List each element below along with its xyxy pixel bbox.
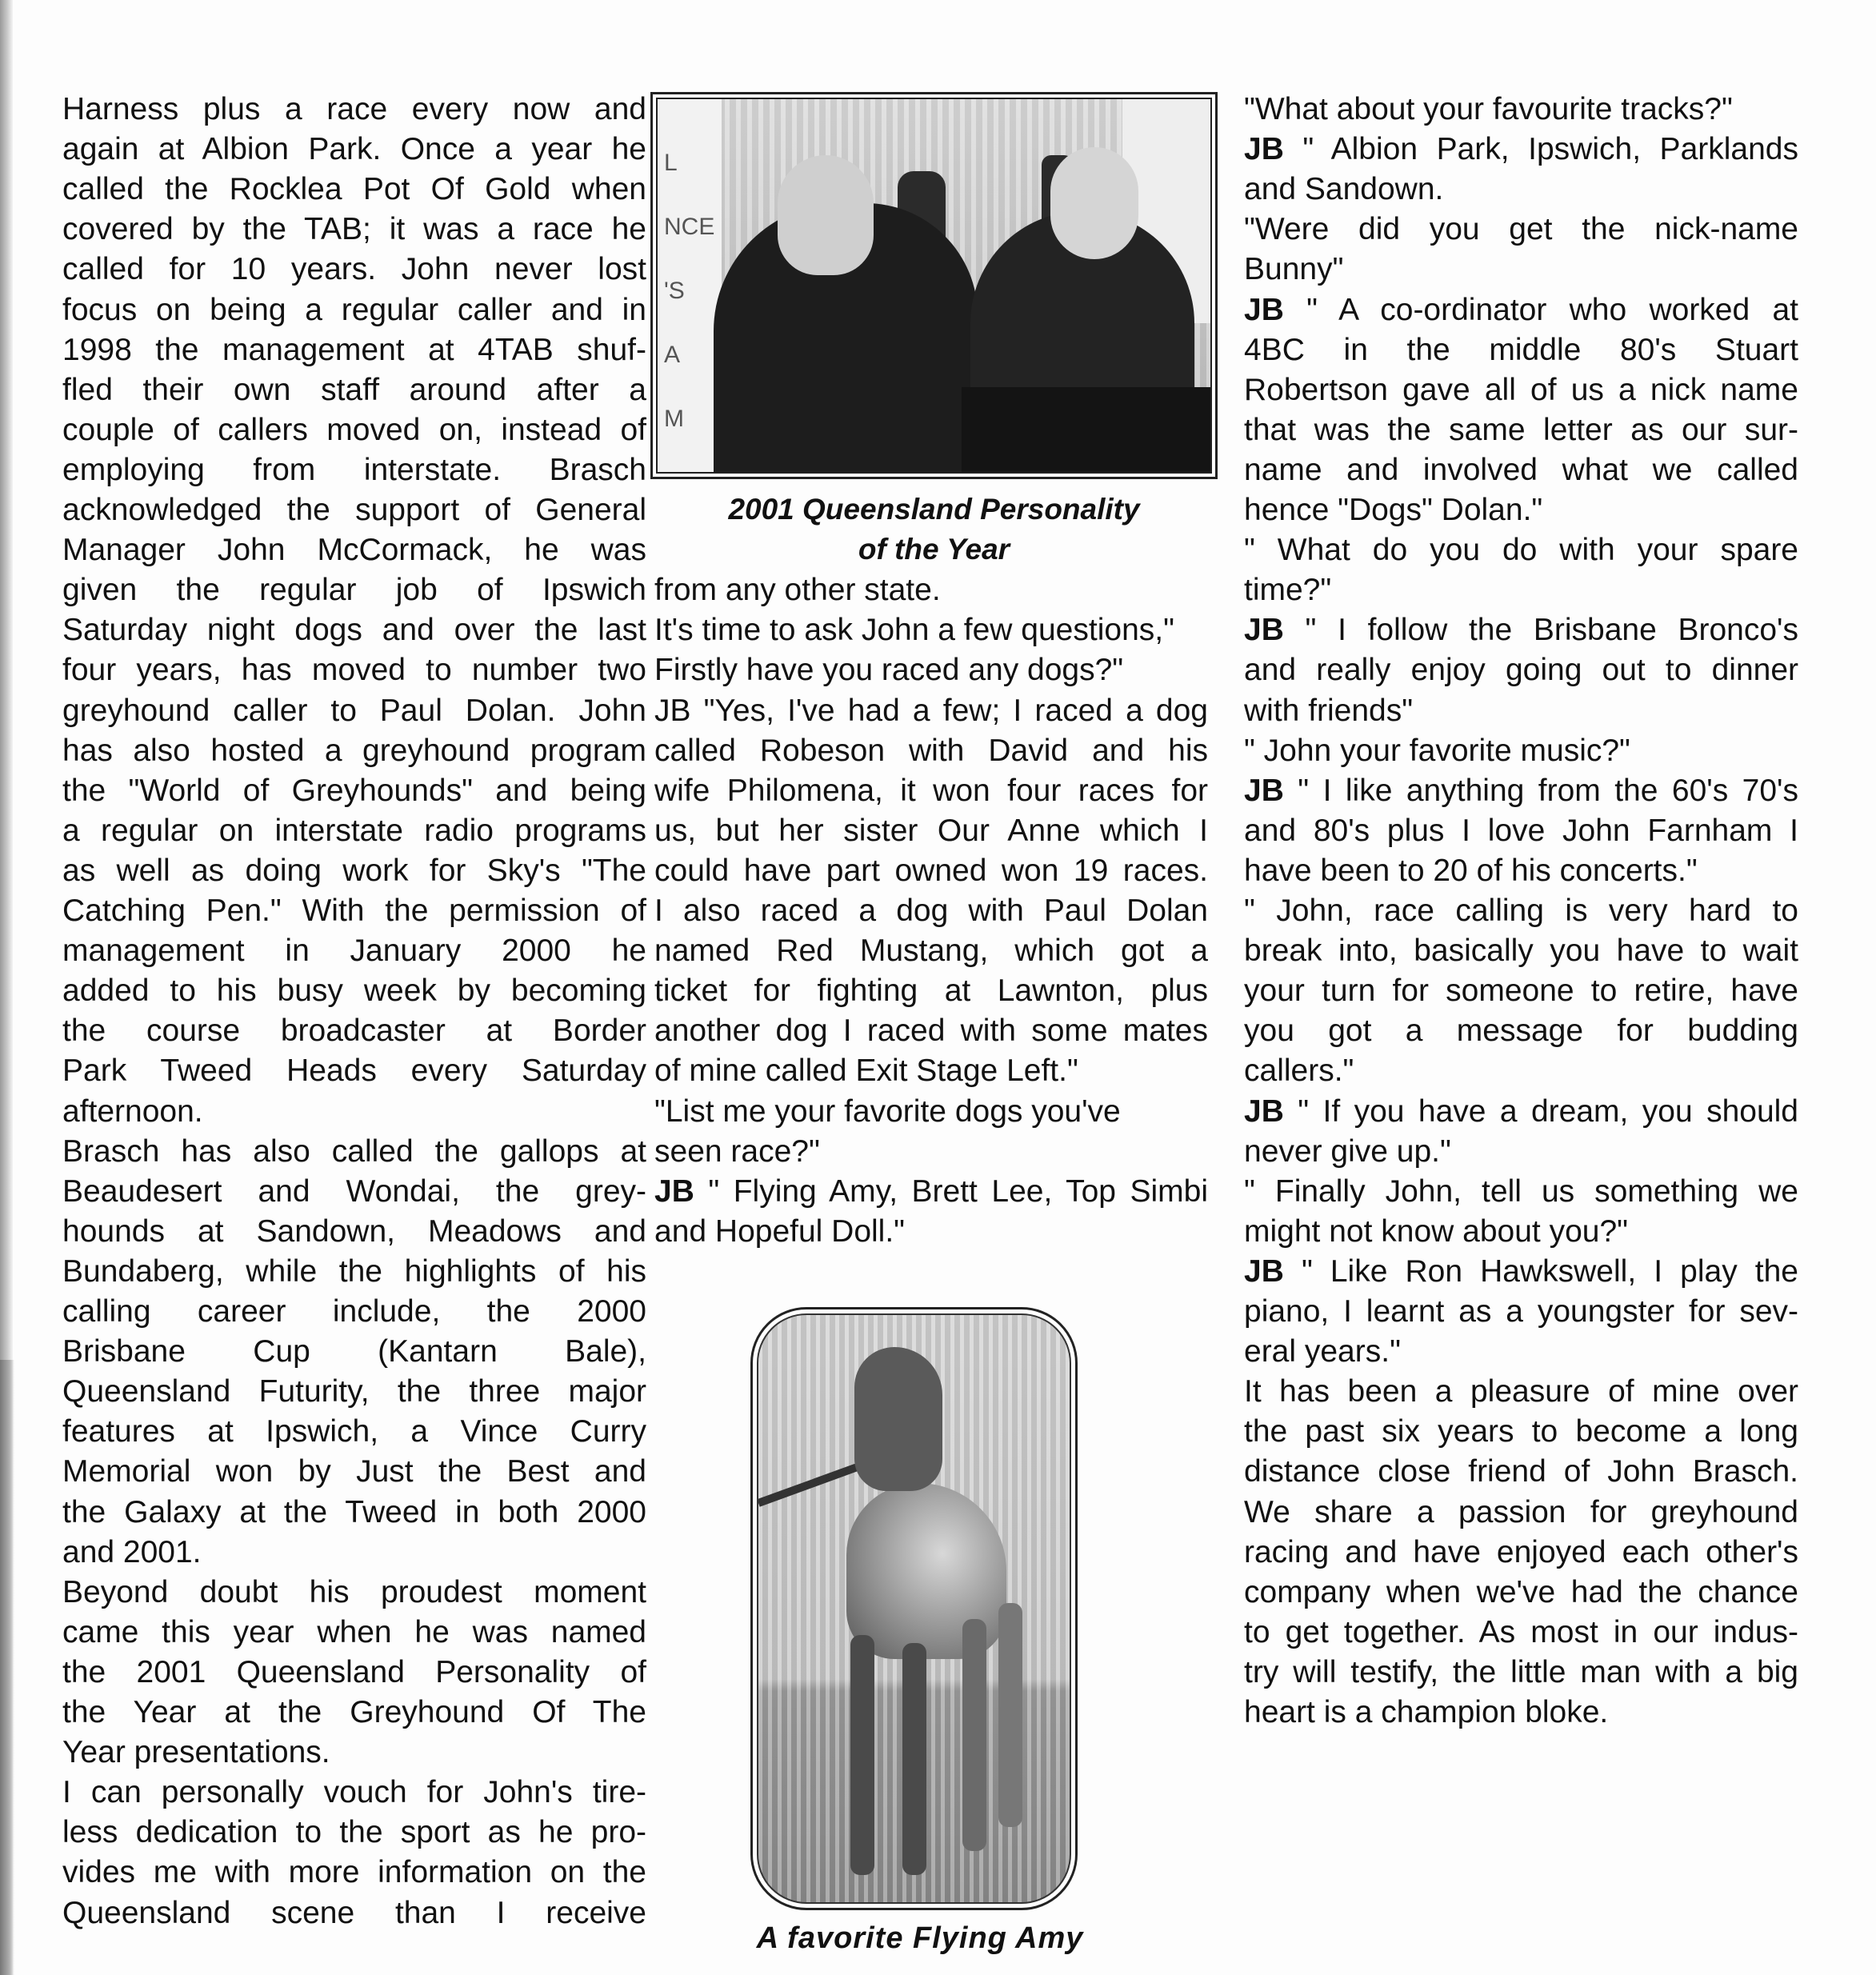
banner-letter: M	[664, 406, 684, 432]
speaker-text: " I follow the Brisbane Bronco's	[1283, 613, 1798, 648]
speaker-label: JB	[654, 1173, 694, 1209]
text-line: another dog I raced with some mates	[654, 1013, 1208, 1049]
text-line: Robertson gave all of us a nick name	[1244, 372, 1798, 407]
text-line: us, but her sister Our Anne which I	[654, 813, 1208, 848]
text-line: wife Philomena, it won four races for	[654, 773, 1208, 808]
caption-line: of the Year	[858, 533, 1010, 566]
dog-photo-image	[757, 1313, 1071, 1904]
text-line: less dedication to the sport as he pro-	[62, 1815, 646, 1850]
text-line: Bundaberg, while the highlights of his	[62, 1253, 646, 1289]
text-line: and 80's plus I love John Farnham I	[1244, 813, 1798, 848]
text-line: given the regular job of Ipswich	[62, 573, 646, 608]
speaker-label: JB	[1244, 292, 1284, 327]
text-line: Park Tweed Heads every Saturday	[62, 1053, 646, 1089]
text-line: JB "Yes, I've had a few; I raced a dog	[654, 693, 1208, 728]
text-line: It's time to ask John a few questions,"	[654, 613, 1174, 648]
text-line: named Red Mustang, which got a	[654, 934, 1208, 969]
text-line: Bunny"	[1244, 252, 1344, 287]
text-line: employing from interstate. Brasch	[62, 452, 646, 487]
text-line: I also raced a dog with Paul Dolan	[654, 894, 1208, 928]
speaker-text: " A co-ordinator who worked at	[1283, 292, 1798, 327]
text-line: has also hosted a greyhound program	[62, 733, 646, 768]
speaker-label: JB	[1244, 773, 1284, 808]
presentation-photo-caption	[650, 490, 1218, 570]
text-line: I can personally vouch for John's tire-	[62, 1775, 646, 1810]
text-line: again at Albion Park. Once a year he	[62, 132, 646, 167]
text-line: Brisbane Cup (Kantarn Bale),	[62, 1334, 646, 1369]
text-line: greyhound caller to Paul Dolan. John	[62, 693, 646, 728]
text-line: might not know about you?"	[1244, 1213, 1628, 1249]
text-line: and really enjoy going out to dinner	[1244, 653, 1798, 688]
banner-letter: A	[664, 342, 681, 368]
text-line: have been to 20 of his concerts."	[1244, 853, 1698, 888]
speaker-label: JB	[1244, 1253, 1284, 1289]
text-line: came this year when he was named	[62, 1614, 646, 1649]
text-line: heart is a champion bloke.	[1244, 1695, 1609, 1729]
text-line: a regular on interstate radio programs	[62, 813, 646, 848]
text-line: of mine called Exit Stage Left."	[654, 1053, 1078, 1089]
text-line: racing and have enjoyed each other's	[1244, 1534, 1798, 1569]
text-line: added to his busy week by becoming	[62, 974, 646, 1009]
text-line: the course broadcaster at Border	[62, 1013, 646, 1049]
text-line: Catching Pen." With the permission of	[62, 894, 646, 928]
text-line: Queensland scene than I receive	[62, 1895, 646, 1930]
text-line: try will testify, the little man with a big	[1244, 1654, 1798, 1689]
background-banner	[658, 99, 722, 472]
banner-letter: 'S	[664, 278, 685, 304]
text-line: and Sandown.	[1244, 172, 1444, 207]
text-line: afternoon.	[62, 1093, 203, 1129]
text-line	[654, 1172, 1208, 1212]
text-line: " What do you do with your spare	[1244, 533, 1798, 568]
text-line: It has been a pleasure of mine over	[1244, 1374, 1798, 1409]
text-line: fled their own staff around after a	[62, 372, 646, 407]
text-line: the Galaxy at the Tweed in both 2000	[62, 1494, 646, 1529]
text-line	[1244, 290, 1798, 330]
speaker-text: " Albion Park, Ipswich, Parklands	[1283, 132, 1798, 167]
text-line: calling career include, the 2000	[62, 1294, 646, 1329]
text-line: distance close friend of John Brasch.	[1244, 1454, 1798, 1489]
text-line: the past six years to become a long	[1244, 1414, 1798, 1449]
text-line	[1244, 1252, 1798, 1292]
greyhound-leg	[998, 1603, 1022, 1827]
dog-photo-caption: A favorite Flying Amy	[756, 1921, 1084, 1955]
page-gutter-shadow-bottom	[0, 1360, 14, 1975]
person-left-head	[778, 155, 874, 275]
text-line: with friends"	[1244, 693, 1414, 728]
text-line: called the Rocklea Pot Of Gold when	[62, 172, 646, 207]
text-line: could have part owned won 19 races.	[654, 853, 1208, 888]
banner-letter: NCE	[664, 214, 715, 240]
speaker-label: JB	[1244, 613, 1284, 648]
text-line: Saturday night dogs and over the last	[62, 613, 646, 648]
text-line	[1244, 130, 1798, 170]
speaker-text: " I like anything from the 60's 70's	[1283, 773, 1798, 808]
text-line: acknowledged the support of General	[62, 493, 646, 527]
text-line: covered by the TAB; it was a race he	[62, 212, 646, 247]
banner-letter: L	[664, 150, 678, 176]
text-line: from any other state.	[654, 573, 941, 608]
text-line: Queensland Futurity, the three major	[62, 1374, 646, 1409]
text-line: as well as doing work for Sky's "The	[62, 853, 646, 888]
person-right-head	[1050, 147, 1138, 259]
speaker-label: JB	[1244, 132, 1284, 167]
text-line: the 2001 Queensland Personality of	[62, 1654, 646, 1689]
text-line: hounds at Sandown, Meadows and	[62, 1213, 646, 1249]
text-line: "What about your favourite tracks?"	[1244, 92, 1733, 126]
text-line: that was the same letter as our sur-	[1244, 412, 1798, 447]
text-line: the Year at the Greyhound Of The	[62, 1695, 646, 1729]
text-line: " John, race calling is very hard to	[1244, 894, 1798, 928]
text-line: callers."	[1244, 1053, 1354, 1089]
text-line: Memorial won by Just the Best and	[62, 1454, 646, 1489]
text-line: and 2001.	[62, 1534, 202, 1569]
text-line: We share a passion for greyhound	[1244, 1494, 1798, 1529]
text-line: vides me with more information on the	[62, 1855, 646, 1890]
text-line: never give up."	[1244, 1133, 1451, 1169]
presentation-photo	[650, 92, 1218, 479]
text-line: you got a message for budding	[1244, 1013, 1798, 1049]
text-line: " John your favorite music?"	[1244, 733, 1630, 768]
caption-line: 2001 Queensland Personality	[728, 493, 1140, 526]
text-line: name and involved what we called	[1244, 452, 1798, 487]
text-line: called for 10 years. John never lost	[62, 252, 646, 287]
text-line: Beaudesert and Wondai, the grey-	[62, 1173, 646, 1209]
text-line: couple of callers moved on, instead of	[62, 412, 646, 447]
greyhound-leg	[902, 1643, 926, 1875]
greyhound-leg	[850, 1635, 874, 1875]
text-line	[1244, 610, 1798, 650]
presentation-photo-image	[656, 98, 1212, 474]
text-line: ticket for fighting at Lawnton, plus	[654, 974, 1208, 1009]
text-line: "Were did you get the nick-name	[1244, 212, 1798, 247]
text-line: piano, I learnt as a youngster for sev-	[1244, 1294, 1798, 1329]
text-line: Beyond doubt his proudest moment	[62, 1574, 646, 1609]
text-line: "List me your favorite dogs you've	[654, 1093, 1121, 1129]
speaker-text: " Flying Amy, Brett Lee, Top Simbi	[694, 1173, 1208, 1209]
text-line: 1998 the management at 4TAB shuf-	[62, 332, 646, 367]
text-line: Brasch has also called the gallops at	[62, 1133, 646, 1169]
text-line: the "World of Greyhounds" and being	[62, 773, 646, 808]
text-line: Firstly have you raced any dogs?"	[654, 653, 1124, 688]
speaker-text: " If you have a dream, you should	[1283, 1093, 1798, 1129]
text-line: called Robeson with David and his	[654, 733, 1208, 768]
text-line: your turn for someone to retire, have	[1244, 974, 1798, 1009]
text-line: company when we've had the chance	[1244, 1574, 1798, 1609]
text-line: seen race?"	[654, 1133, 820, 1169]
text-line: break into, basically you have to wait	[1244, 934, 1798, 969]
speaker-text: " Like Ron Hawkswell, I play the	[1283, 1253, 1798, 1289]
dog-photo	[750, 1307, 1078, 1910]
text-line: Harness plus a race every now and	[62, 92, 646, 126]
text-line: " Finally John, tell us something we	[1244, 1173, 1798, 1209]
text-line: hence "Dogs" Dolan."	[1244, 493, 1543, 527]
speaker-label: JB	[1244, 1093, 1284, 1129]
text-line: 4BC in the middle 80's Stuart	[1244, 332, 1798, 367]
text-line: eral years."	[1244, 1334, 1401, 1369]
text-line: four years, has moved to number two	[62, 653, 646, 688]
text-line: Year presentations.	[62, 1735, 330, 1770]
text-line: features at Ipswich, a Vince Curry	[62, 1414, 646, 1449]
lectern-shape	[962, 387, 1212, 474]
text-line	[1244, 1092, 1798, 1132]
text-line	[1244, 771, 1798, 811]
greyhound-head	[854, 1347, 942, 1491]
text-line: and Hopeful Doll."	[654, 1213, 906, 1249]
greyhound-leg	[962, 1619, 986, 1851]
text-line: focus on being a regular caller and in	[62, 292, 646, 327]
text-line: management in January 2000 he	[62, 934, 646, 969]
text-line: time?"	[1244, 573, 1332, 608]
text-line: Manager John McCormack, he was	[62, 533, 646, 568]
text-line: to get together. As most in our indus-	[1244, 1614, 1798, 1649]
